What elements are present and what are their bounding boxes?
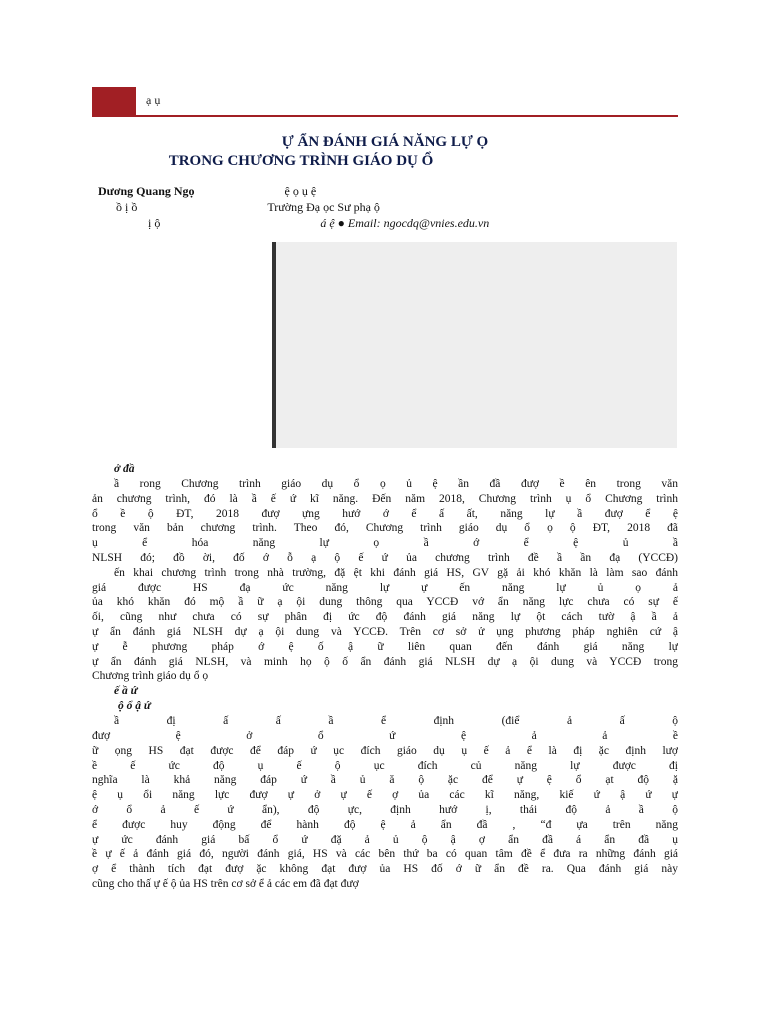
body-line: nghĩa là khả năng đáp ứ ầ ủ ă ộ ặc để ự ệ ổ ạt độ ặ bbox=[92, 774, 678, 787]
article-body bbox=[92, 462, 678, 892]
body-line: ữ ọng HS đạt được để đáp ứ ục đích giáo dụ ụ ế ả ể là đị ặc định lượ bbox=[92, 744, 678, 757]
body-line: ổ ề ộ ĐT, 2018 đượ ựng hướ ớ ể ấ ất, năng lự ầ đượ ể ệ bbox=[92, 507, 678, 520]
abstract-box bbox=[276, 242, 677, 448]
body-line: ối, cũng như chưa có sự phân đị ức độ đánh giá năng lự ột cách tườ ậ ầ ả bbox=[92, 611, 678, 624]
body-line: ự ẩn đánh giá NLSH, và minh họ ộ ố ẩn đánh giá NLSH dự ạ ội dung và YCCĐ trong bbox=[92, 655, 678, 668]
author-email: á ệ ● Email: ngocdq@vnies.edu.vn bbox=[320, 216, 490, 230]
author-row-3 bbox=[98, 215, 489, 231]
subsection-heading: ộ ổ ậ ứ bbox=[118, 700, 151, 713]
article-title bbox=[92, 133, 678, 171]
body-line: ản chương trình, đó là ầ ế ứ kĩ năng. Đến năm 2018, Chương trình ụ ổ Chương trình bbox=[92, 492, 678, 505]
intro-paragraph bbox=[92, 477, 678, 684]
body-line: ề ế ức độ ụ ế ộ ục đích củ năng lự được đị bbox=[92, 759, 678, 772]
header-color-block bbox=[92, 87, 136, 117]
author-affiliation-1: ệ ọ ụ ệ bbox=[284, 184, 317, 198]
body-line: đượ ệ ở ổ ứ ệ ả ả ề bbox=[92, 729, 678, 742]
running-header: ạ ụ bbox=[146, 93, 161, 107]
body-line: ự ức đánh giá bấ ổ ứ đặ ả ủ ộ ậ ợ ẩn đầ á ẩn đầ ụ bbox=[92, 833, 678, 846]
body-line: ự ẩn đánh giá NLSH dự ạ ội dung và YCCĐ. Trên cơ sở ử ụng phương pháp nghiên cứ ậ bbox=[92, 625, 678, 638]
body-line: cũng cho thấ ự ế ộ ủa HS trên cơ sở ể ả các em đã đạt đượ bbox=[92, 877, 359, 890]
body-line: ến khai chương trình trong nhà trường, đặ ệt khi đánh giá HS, GV gặ ải khó khăn là làm sao đánh bbox=[114, 566, 678, 579]
body-line: ụ ể hóa năng lự ọ ầ ớ ể ệ ủ ầ bbox=[92, 537, 678, 550]
body-line: ể được huy động để hành độ ệ ả ẩn đầ , “đ ựa trên năng bbox=[92, 818, 678, 831]
body-line: NLSH đó; đồ ời, đố ớ ỗ ạ ộ ế ứ ủa chương trình đề ầ ần đạ (YCCĐ) bbox=[92, 551, 678, 564]
title-line-2: TRONG CHƯƠNG TRÌNH GIÁO DỤ Ổ bbox=[168, 153, 434, 169]
author-row-1 bbox=[98, 183, 489, 199]
body-line: giá được HS đạ ức năng lự ự ến năng lự ủ ọ ả bbox=[92, 581, 678, 594]
results-paragraph bbox=[92, 714, 678, 892]
body-line: ệ ụ ổi năng lực đượ ự ở ự ế ợ ủa các kĩ năng, kiế ứ ậ ứ ự bbox=[92, 789, 678, 802]
body-line: ề ự ế ả đánh giá đó, người đánh giá, HS và các bên thứ ba có quan tâm đề ể đưa ra những đánh giá bbox=[92, 848, 678, 861]
section-heading-results: ế ầ ứ bbox=[114, 685, 138, 698]
body-line: ầ rong Chương trình giáo dụ ổ ọ ủ ệ ần đầ đượ ề ên trong văn bbox=[114, 478, 678, 490]
body-line: ớ ổ ả ế ứ ẩn), độ ực, định hướ ị, thái độ ả ầ ộ bbox=[92, 803, 678, 816]
body-line: ự ễ phương pháp ớ ệ ố ậ ữ liên quan đến đánh giá năng lự bbox=[92, 640, 678, 653]
title-line-1: Ự ẨN ĐÁNH GIÁ NĂNG LỰ Ọ bbox=[281, 134, 489, 150]
author-affiliation-2: Trường Đạ ọc Sư phạ ộ bbox=[267, 200, 380, 214]
body-line: Chương trình giáo dụ ổ ọ bbox=[92, 670, 209, 683]
body-line: ủa khó khăn đó mộ ầ ữ ạ ội dung thông qua YCCĐ vớ ẩn năng lực chưa có sự ế bbox=[92, 596, 678, 609]
section-heading-intro: ở đầ bbox=[114, 463, 135, 475]
author-block bbox=[98, 183, 489, 231]
author-row-2 bbox=[98, 199, 489, 215]
author-row-2-left: ồ ị ồ bbox=[116, 200, 138, 214]
body-line: ầ đị ấ ấ ầ ể định (điể ả ấ ộ bbox=[114, 715, 678, 728]
author-name: Dương Quang Ngọ bbox=[98, 184, 195, 198]
body-line: trong văn bản chương trình. Theo đó, Chương trình giáo dụ ổ ọ ộ ĐT, 2018 đã bbox=[92, 522, 678, 535]
body-line: ợ ể thành tích đạt đượ ặc không đạt đượ ủa HS đố ớ ữ ẩn đề ra. Qua đánh giá này bbox=[92, 863, 678, 876]
header-rule bbox=[92, 115, 678, 117]
author-row-3-left: ị ộ bbox=[148, 216, 161, 230]
